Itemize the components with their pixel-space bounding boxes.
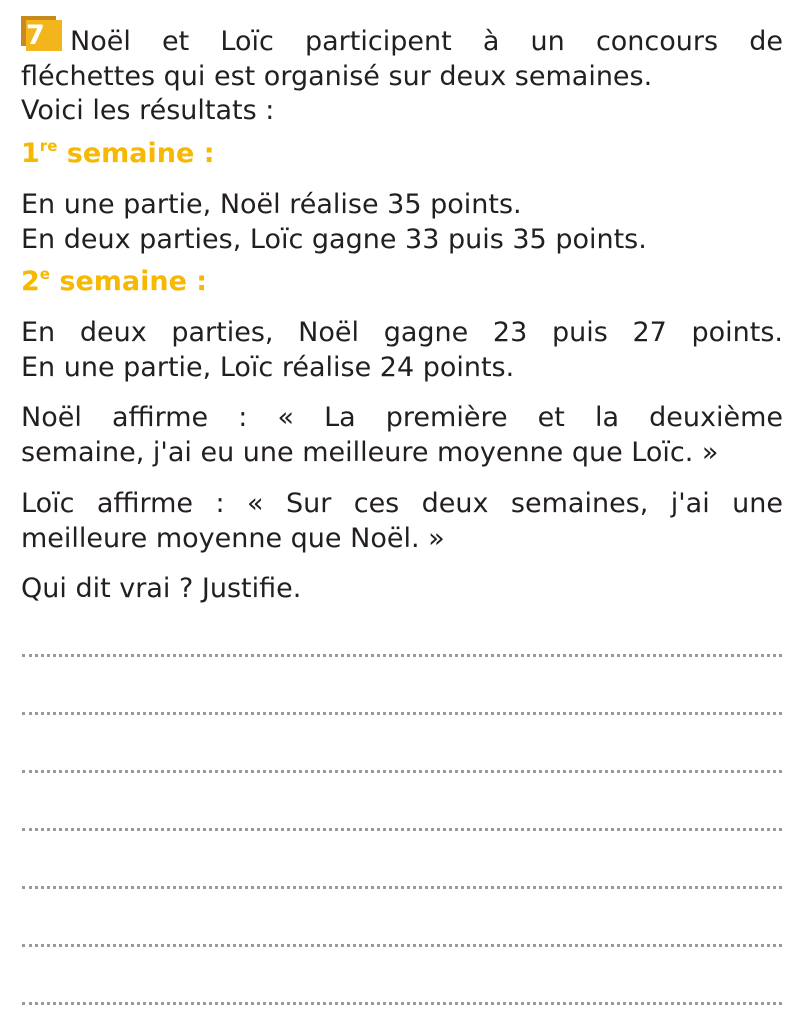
week2-ordinal: e <box>39 265 50 283</box>
answer-line[interactable] <box>22 886 782 889</box>
week2-label: semaine : <box>49 266 208 297</box>
week1-line-2: En deux parties, Loïc gagne 33 puis 35 points. <box>21 224 647 255</box>
answer-line[interactable] <box>22 1002 782 1005</box>
answer-line[interactable] <box>22 944 782 947</box>
exercise-number-badge <box>21 16 62 50</box>
week1-number: 1 <box>21 138 40 169</box>
loic-claim-text-1: Loïc affirme : « Sur ces deux semaines, j'ai une <box>21 488 783 519</box>
loic-claim-line-1 <box>21 486 783 521</box>
week2-heading <box>21 264 207 299</box>
noel-claim-line-1 <box>21 400 783 435</box>
results-label: Voici les résultats : <box>21 95 275 126</box>
noel-claim <box>21 400 783 470</box>
week1-line-1: En une partie, Noël réalise 35 points. <box>21 189 522 220</box>
week2-line-1-text: En deux parties, Noël gagne 23 puis 27 points. <box>21 317 783 348</box>
answer-line[interactable] <box>22 712 782 715</box>
week2-line-2: En une partie, Loïc réalise 24 points. <box>21 352 515 383</box>
week2-line-1 <box>21 315 783 350</box>
noel-claim-text-1: Noël affirme : « La première et la deuxième <box>21 402 783 433</box>
intro-line-1 <box>21 16 783 59</box>
answer-line[interactable] <box>22 654 782 657</box>
noel-claim-line-2: semaine, j'ai eu une meilleure moyenne que Loïc. » <box>21 437 719 468</box>
loic-claim-line-2: meilleure moyenne que Noël. » <box>21 523 445 554</box>
week2-number: 2 <box>21 266 40 297</box>
exercise-number: 7 <box>26 20 62 51</box>
question: Qui dit vrai ? Justifie. <box>21 573 302 604</box>
answer-line[interactable] <box>22 828 782 831</box>
exercise-intro <box>21 16 783 94</box>
week2-results <box>21 315 783 385</box>
week1-heading <box>21 136 215 171</box>
intro-text-line-1: Noël et Loïc participent à un concours de <box>70 26 783 57</box>
loic-claim <box>21 486 783 556</box>
week1-results <box>21 187 647 257</box>
week1-label: semaine : <box>57 138 215 169</box>
answer-line[interactable] <box>22 770 782 773</box>
week1-ordinal: re <box>39 137 58 155</box>
intro-line-2: fléchettes qui est organisé sur deux semaines. <box>21 61 653 92</box>
